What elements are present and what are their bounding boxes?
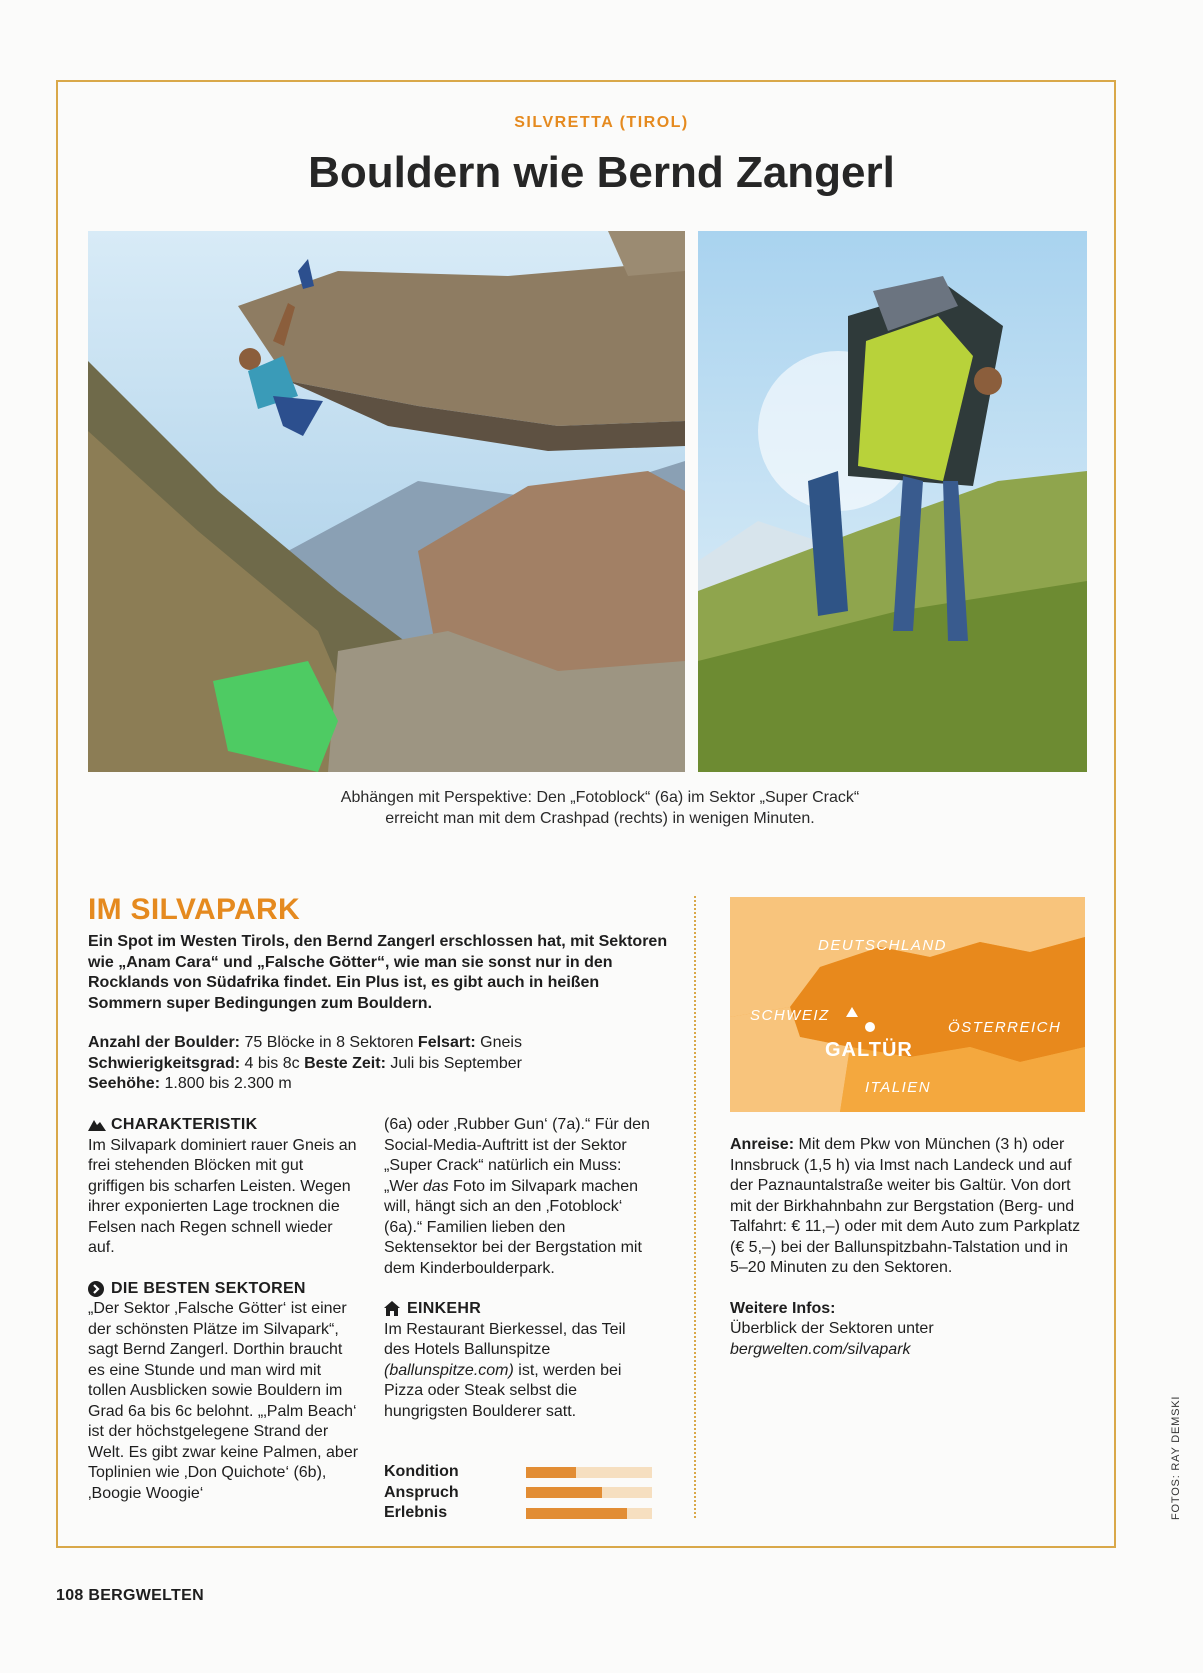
boulder-value: 75 Blöcke in 8 Sektoren [244, 1034, 414, 1051]
anreise-text: Mit dem Pkw von München (3 h) oder Innsbruck (1,5 h) via Imst nach Landeck und auf der Paznauntalstraße weiter bis Galtür. Von dort mit der Birkhahnbahn zur Bergstation (Berg- und Talfahrt: € 11,–) oder mit dem Auto zum Parkplatz (€ 5,–) bei der Ballunspitzbahn-Talstation und in 5–20 Minuten zu den Sektoren. [730, 1136, 1081, 1276]
photo-crashpad [698, 231, 1087, 772]
charakteristik-title: CHARAKTERISTIK [111, 1116, 258, 1133]
weitere-label [730, 1299, 1085, 1320]
weitere-text: Überblick der Sektoren unter [730, 1320, 934, 1337]
ratings [384, 1462, 654, 1524]
einkehr-text [384, 1320, 654, 1423]
sektoren-cont-em: das [422, 1177, 449, 1195]
map-label-oesterreich: ÖSTERREICH [948, 1019, 1062, 1036]
photo-climber [88, 231, 685, 772]
rating-bar [526, 1467, 652, 1478]
grade-value: 4 bis 8c [244, 1054, 300, 1072]
photo-caption [200, 787, 1000, 829]
anreise-paragraph [730, 1135, 1085, 1279]
facts-block [88, 1033, 668, 1095]
season-value: Juli bis September [390, 1054, 522, 1072]
column-divider [694, 896, 696, 1518]
rock-label: Felsart: [417, 1034, 476, 1051]
rating-fill [526, 1467, 576, 1478]
arrow-circle-icon [88, 1281, 106, 1297]
einkehr-text-1: Im Restaurant Bierkessel, das Teil des Hotels Ballunspitze [384, 1320, 626, 1358]
rating-row [384, 1462, 654, 1483]
rating-row [384, 1503, 654, 1524]
rating-label: Kondition [384, 1463, 459, 1481]
location-map [730, 897, 1085, 1112]
page-folio: 108 BERGWELTEN [56, 1587, 204, 1604]
map-label-schweiz: SCHWEIZ [750, 1007, 830, 1024]
house-icon [384, 1301, 402, 1317]
boulder-label: Anzahl der Boulder: [88, 1034, 241, 1051]
einkehr-text-2: ist, werden bei Pizza oder Steak selbst die hungrigsten Boulderer satt. [384, 1361, 622, 1420]
map-label-deutschland: DEUTSCHLAND [818, 937, 948, 954]
sektoren-cont-1: (6a) oder ‚Rubber Gun‘ (7a).“ Für den Social-Media-Auftritt ist der Sektor „Super Crack“ natürlich ein Muss: „Wer [384, 1116, 650, 1195]
rating-fill [526, 1508, 627, 1519]
sektoren-title: DIE BESTEN SEKTOREN [111, 1279, 306, 1297]
map-label-galtuer: GALTÜR [825, 1039, 913, 1061]
charakteristik-heading [88, 1115, 360, 1136]
rating-fill [526, 1487, 602, 1498]
sektoren-text: „Der Sektor ‚Falsche Götter‘ ist einer der schönsten Plätze im Silvapark“, sagt Bernd Zangerl. Dorthin braucht es eine Stunde und man wird mit tollen Ausblicken sowie Bouldern im Grad 6a bis 6c belohnt. „‚Palm Beach‘ ist der höchstgelegene Strand der Welt. Es gibt zwar keine Palmen, aber Toplinien wie ‚Don Quichote‘ (6b), ‚Boogie Woogie‘ [88, 1300, 359, 1502]
grade-label: Schwierigkeitsgrad: [88, 1054, 241, 1072]
einkehr-link: (ballunspitze.com) [384, 1361, 514, 1379]
kicker: SILVRETTA (TIROL) [514, 114, 689, 131]
rock-value: Gneis [480, 1034, 522, 1051]
rating-label: Anspruch [384, 1483, 459, 1501]
sektoren-text-continued [384, 1115, 654, 1279]
weitere-link-text: bergwelten.com/silvapark [730, 1340, 911, 1358]
rating-row [384, 1483, 654, 1504]
altitude-value: 1.800 bis 2.300 m [164, 1075, 292, 1092]
caption-line-1: Abhängen mit Perspektive: Den „Fotoblock“ (6a) im Sektor „Super Crack“ [340, 789, 860, 806]
rating-bar [526, 1508, 652, 1519]
map-label-italien: ITALIEN [865, 1079, 932, 1096]
anreise-label: Anreise: [730, 1136, 795, 1153]
charakteristik-text: Im Silvapark dominiert rauer Gneis an frei stehenden Blöcken mit gut griffigen bis scharfen Leisten. Wegen ihrer exponierten Lage trocknen die Felsen nach Regen schnell wieder auf. [88, 1136, 357, 1256]
column-2 [384, 1115, 654, 1422]
caption-line-2: erreicht man mit dem Crashpad (rechts) in wenigen Minuten. [385, 810, 815, 827]
sektoren-heading [88, 1279, 360, 1300]
altitude-label: Seehöhe: [88, 1075, 161, 1092]
column-1 [88, 1115, 360, 1504]
page-title: Bouldern wie Bernd Zangerl [308, 148, 895, 197]
einkehr-heading [384, 1299, 654, 1320]
sektoren-cont-2: Foto im Silvapark machen will, hängt sich an den ‚Fotoblock‘ (6a).“ Familien lieben den Sektensektor bei der Bergstation mit dem Kinderboulderpark. [384, 1177, 642, 1277]
mountain-icon [88, 1117, 106, 1133]
photo-credit: FOTOS: RAY DEMSKI [1170, 1395, 1182, 1520]
weitere-label-text: Weitere Infos: [730, 1299, 836, 1317]
intro-text: Ein Spot im Westen Tirols, den Bernd Zangerl erschlossen hat, mit Sektoren wie „Anam Cara“ und „Falsche Götter“, wie man sie sonst nur in den Rocklands von Südafrika findet. Ein Plus ist, es gibt auch in heißen Sommern super Bedingungen zum Bouldern. [88, 933, 668, 1012]
weitere-link [730, 1340, 1085, 1361]
section-title: IM SILVAPARK [88, 893, 300, 926]
rating-bar [526, 1487, 652, 1498]
rating-label: Erlebnis [384, 1504, 448, 1522]
season-label: Beste Zeit: [304, 1054, 386, 1072]
einkehr-title: EINKEHR [407, 1300, 482, 1317]
travel-info [730, 1135, 1085, 1360]
